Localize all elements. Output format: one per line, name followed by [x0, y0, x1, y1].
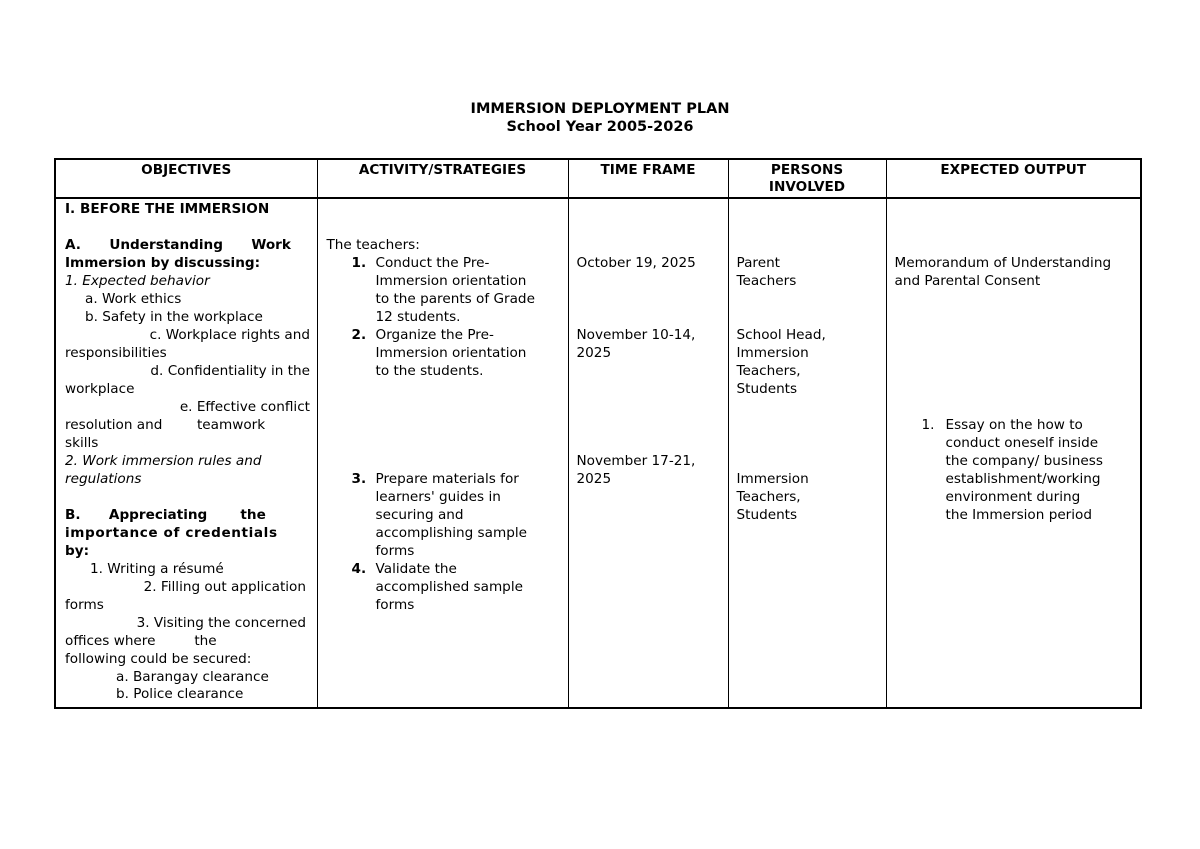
activity-line: Validate the	[375, 561, 457, 577]
output-line: environment during	[945, 489, 1081, 505]
activity-line: Immersion orientation	[375, 273, 527, 289]
output-line: Essay on the how to	[945, 417, 1083, 433]
output-1-cont: and Parental Consent	[894, 273, 1041, 289]
output-1: Memorandum of Understanding	[894, 255, 1112, 271]
objective-item-1: 1. Expected behavior	[65, 273, 210, 289]
output-line: the company/ business	[945, 453, 1103, 469]
persons-3-cont: Teachers,	[736, 489, 801, 505]
objective-item-1c: c. Workplace rights and	[149, 327, 310, 343]
activity-line: forms	[375, 597, 415, 613]
persons-2-cont3: Students	[736, 381, 798, 397]
persons-1: Parent	[736, 255, 781, 271]
output-line: conduct oneself inside	[945, 435, 1099, 451]
activities-cell	[317, 198, 568, 708]
activity-line: accomplished sample	[375, 579, 523, 595]
objective-item-1e-cont2: skills	[65, 435, 99, 451]
objective-b-3b: b. Police clearance	[116, 686, 244, 702]
persons-involved-cell	[728, 198, 886, 708]
time-frame-1: October 19, 2025	[576, 255, 696, 271]
activity-line: accomplishing sample	[375, 525, 527, 541]
objective-item-1b: b. Safety in the workplace	[85, 309, 263, 325]
table-header-row	[55, 159, 1141, 198]
document-subtitle: School Year 2005-2026	[506, 119, 694, 135]
objective-b-heading-cont2: by:	[65, 543, 90, 559]
time-frame-2-cont: 2025	[576, 345, 612, 361]
objective-item-1c-cont: responsibilities	[65, 345, 167, 361]
objective-item-2: 2. Work immersion rules and	[65, 453, 262, 469]
persons-2-cont2: Teachers,	[736, 363, 801, 379]
time-frame-cell	[568, 198, 728, 708]
activity-line: Conduct the Pre-	[375, 255, 490, 271]
section-heading: I. BEFORE THE IMMERSION	[65, 201, 270, 217]
output-line: establishment/working	[945, 471, 1101, 487]
activity-line: forms	[375, 543, 415, 559]
activity-line: learners' guides in	[375, 489, 501, 505]
deployment-plan-table	[54, 158, 1142, 709]
persons-2-cont: Immersion	[736, 345, 809, 361]
objective-b-3a: a. Barangay clearance	[116, 669, 269, 685]
objective-b-2: 2. Filling out application	[143, 579, 306, 595]
activity-line: to the parents of Grade	[375, 291, 535, 307]
objective-b-3-cont2: following could be secured:	[65, 651, 252, 667]
objective-b-2-cont: forms	[65, 597, 104, 613]
table-row	[55, 198, 1141, 708]
activity-line: securing and	[375, 507, 464, 523]
objective-b-heading-cont: importance of credentials	[65, 525, 278, 541]
activities-intro: The teachers:	[326, 237, 420, 253]
activity-line: Immersion orientation	[375, 345, 527, 361]
output-line: the Immersion period	[945, 507, 1092, 523]
objective-item-1d-cont: workplace	[65, 381, 135, 397]
output-number: 1.	[921, 417, 935, 433]
persons-2: School Head,	[736, 327, 826, 343]
persons-3: Immersion	[736, 471, 809, 487]
persons-3-cont2: Students	[736, 507, 798, 523]
activity-line: Prepare materials for	[375, 471, 519, 487]
objective-item-1a: a. Work ethics	[85, 291, 182, 307]
time-frame-3: November 17-21,	[576, 453, 696, 469]
time-frame-2: November 10-14,	[576, 327, 696, 343]
persons-1-cont: Teachers	[736, 273, 797, 289]
objectives-cell	[55, 198, 317, 708]
objective-item-1e: e. Effective conflict	[179, 399, 310, 415]
objective-b-3-cont: offices where the	[65, 633, 217, 649]
objective-a-heading: A. Understanding Work	[65, 237, 291, 253]
objective-b-1: 1. Writing a résumé	[90, 561, 224, 577]
objective-item-1e-cont: resolution and teamwork	[65, 417, 266, 433]
activity-line: to the students.	[375, 363, 484, 379]
header-activity-strategies: ACTIVITY/STRATEGIES	[317, 159, 568, 198]
objective-a-heading-cont: Immersion by discussing:	[65, 255, 261, 271]
objective-item-2-cont: regulations	[65, 471, 142, 487]
objective-item-1d: d. Confidentiality in the	[150, 363, 310, 379]
time-frame-3-cont: 2025	[576, 471, 612, 487]
objective-b-3: 3. Visiting the concerned	[136, 615, 306, 631]
activity-number: 3.	[351, 471, 367, 487]
activity-line: 12 students.	[375, 309, 461, 325]
activity-number: 4.	[351, 561, 367, 577]
header-persons-involved: PERSONS INVOLVED	[728, 159, 886, 198]
header-expected-output: EXPECTED OUTPUT	[886, 159, 1141, 198]
expected-output-cell	[886, 198, 1141, 708]
header-objectives: OBJECTIVES	[55, 159, 317, 198]
activity-number: 2.	[351, 327, 367, 343]
activity-number: 1.	[351, 255, 367, 271]
header-time-frame: TIME FRAME	[568, 159, 728, 198]
document-header	[0, 100, 1200, 136]
objective-b-heading: B. Appreciating the	[65, 507, 266, 523]
document-title: IMMERSION DEPLOYMENT PLAN	[470, 101, 730, 117]
activity-line: Organize the Pre-	[375, 327, 494, 343]
